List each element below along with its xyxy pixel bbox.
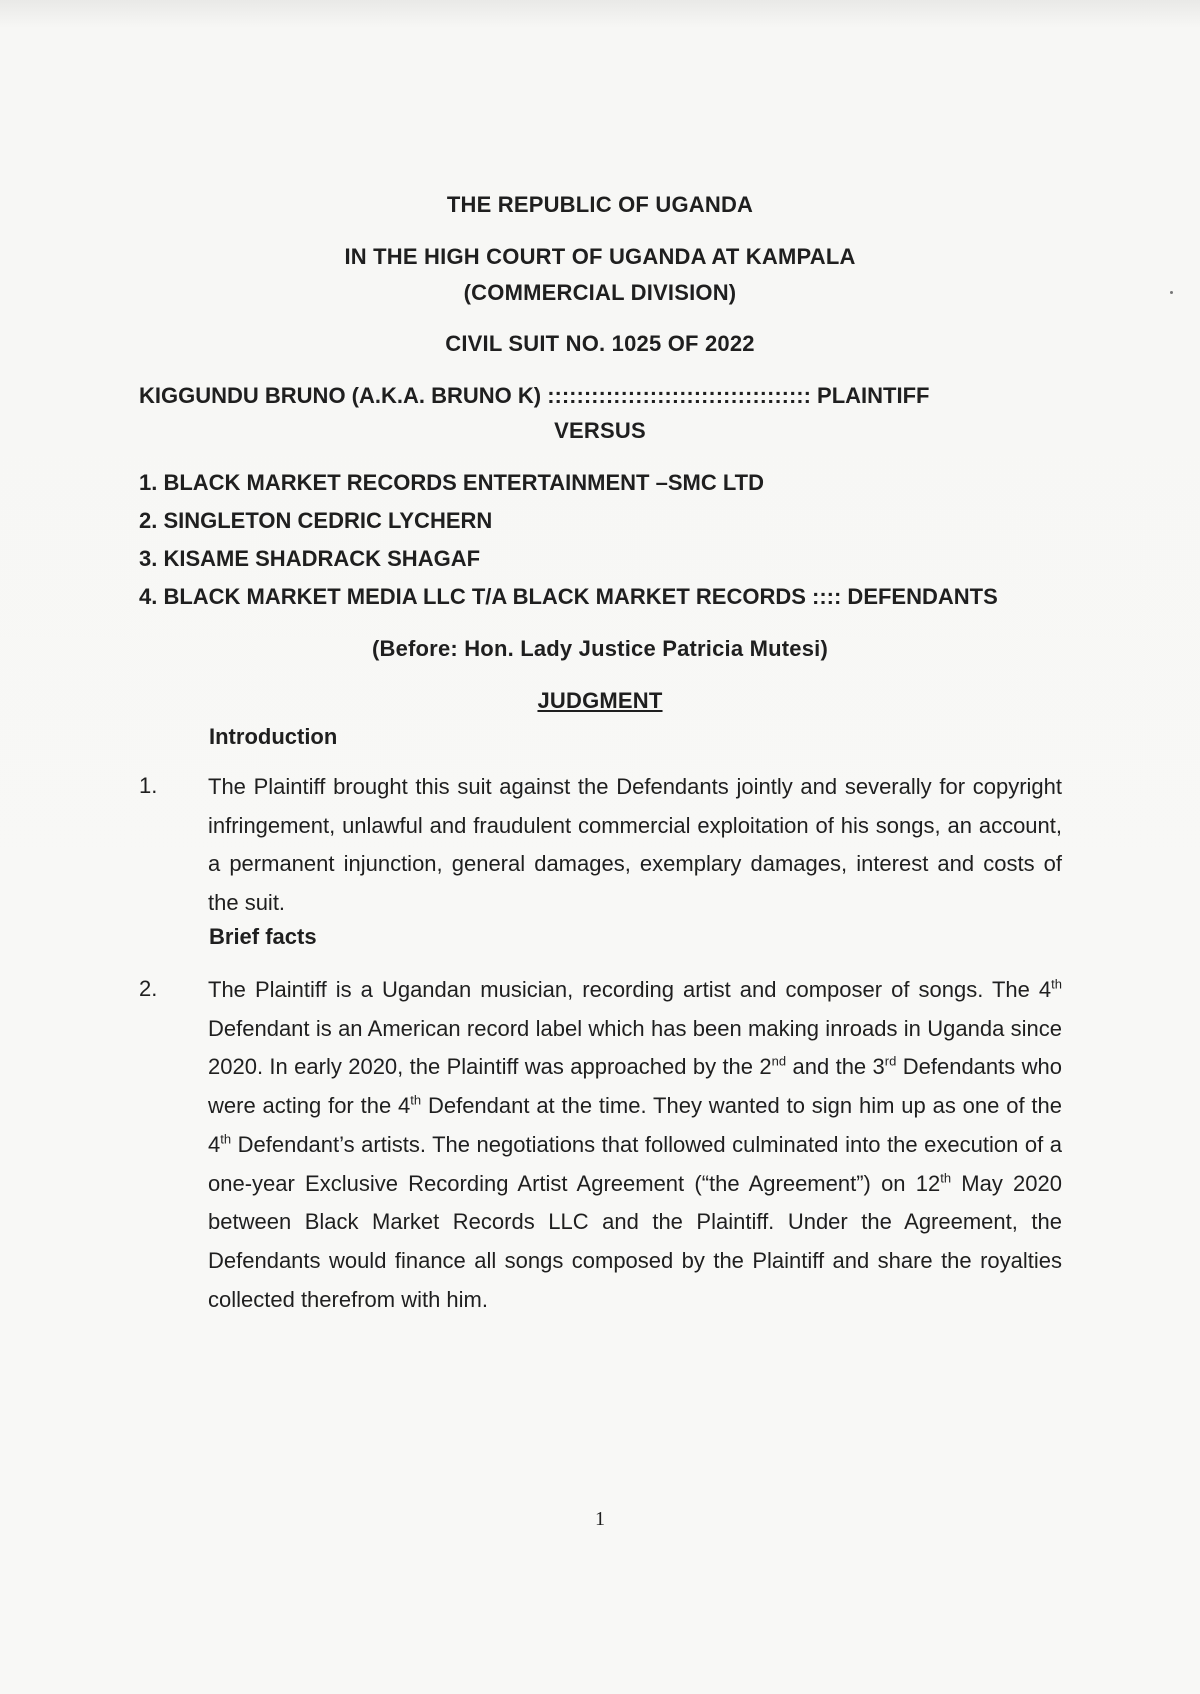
text-segment: Defendant’s artists. The negotiations that followed culminated into the execution of a one-year Exclusive Recording Artist Agreement (“the Agreement”) on 12 <box>208 1131 1062 1196</box>
paragraph-2-number: 2. <box>139 976 158 1001</box>
ordinal-suffix: nd <box>771 1054 787 1070</box>
text-segment: Defendant is an American record label which has been making inroads in Uganda since 2020. In early 2020, the Plaintiff was approached by the 2 <box>208 1015 1062 1080</box>
versus-label: VERSUS <box>554 418 646 443</box>
republic-heading: THE REPUBLIC OF UGANDA <box>446 192 754 217</box>
paragraph-2 <box>208 971 1062 1319</box>
introduction-heading: Introduction <box>209 724 338 749</box>
plaintiff-line: KIGGUNDU BRUNO (A.K.A. BRUNO K) :::::::::::::::::::::::::::::::::::: PLAINTIFF <box>139 383 930 408</box>
before-judge: (Before: Hon. Lady Justice Patricia Mutesi) <box>371 636 829 661</box>
text-segment: Defendants who were acting for the 4 <box>208 1054 1063 1119</box>
text-segment: and the 3 <box>786 1054 885 1080</box>
judgment-title: JUDGMENT <box>537 688 663 713</box>
ordinal-suffix: th <box>410 1092 422 1108</box>
text-segment: Defendant at the time. They wanted to sign him up as one of the 4 <box>208 1093 1062 1157</box>
text-segment: The Plaintiff is a Ugandan musician, recording artist and composer of songs. The 4 <box>208 977 1052 1002</box>
paragraph-1-number: 1. <box>139 773 158 798</box>
defendant-1: 1. BLACK MARKET RECORDS ENTERTAINMENT –SMC LTD <box>139 470 764 495</box>
ordinal-suffix: rd <box>884 1054 897 1070</box>
text-segment: May 2020 between Black Market Records LLC and the Plaintiff. Under the Agreement, the Defendants would finance all songs composed by the Plaintiff and share the royalties collected therefrom with him. <box>208 1170 1062 1312</box>
ordinal-suffix: th <box>940 1170 952 1186</box>
ordinal-suffix: th <box>220 1131 232 1147</box>
defendant-3: 3. KISAME SHADRACK SHAGAF <box>139 546 481 571</box>
paragraph-1-text: The Plaintiff brought this suit against the Defendants jointly and severally for copyright infringement, unlawful and fraudulent commercial exploitation of his songs, an account, a permanent injunction, general damages, exemplary damages, interest and costs of the suit. <box>208 774 1062 916</box>
paragraph-2-text <box>208 971 1062 1319</box>
paragraph-1 <box>208 768 1062 923</box>
page-number: 1 <box>595 1508 605 1530</box>
court-heading: IN THE HIGH COURT OF UGANDA AT KAMPALA <box>344 244 856 269</box>
scan-speck <box>1170 291 1173 294</box>
defendant-4: 4. BLACK MARKET MEDIA LLC T/A BLACK MARKET RECORDS :::: DEFENDANTS <box>139 584 998 609</box>
defendant-2: 2. SINGLETON CEDRIC LYCHERN <box>139 508 493 533</box>
suit-number: CIVIL SUIT NO. 1025 OF 2022 <box>445 331 755 356</box>
ordinal-suffix: th <box>1051 976 1062 992</box>
division-heading: (COMMERCIAL DIVISION) <box>463 280 737 305</box>
brief-facts-heading: Brief facts <box>209 924 317 949</box>
